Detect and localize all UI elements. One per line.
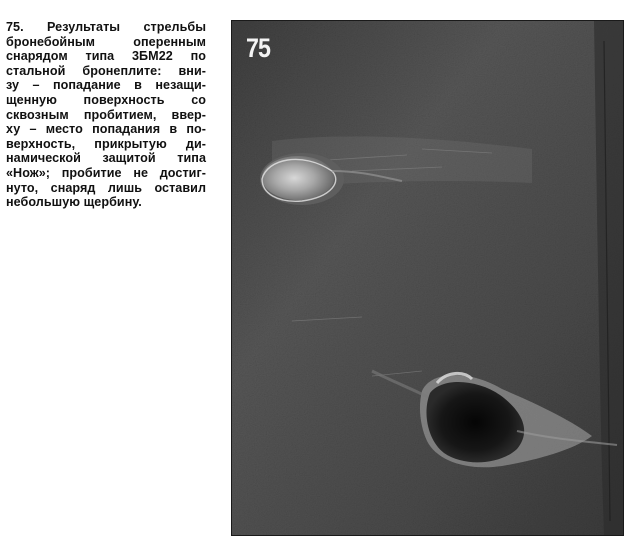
- caption-line: нуто, снаряд лишь оставил: [6, 180, 206, 195]
- figure-caption: [6, 20, 206, 210]
- caption-line: 75. Результаты стрельбы: [6, 20, 206, 34]
- armor-plate-photo: [231, 20, 624, 536]
- caption-line: сквозным пробитием, ввер-: [6, 107, 206, 122]
- caption-line: ху – место попадания в по-: [6, 122, 206, 137]
- caption-line: бронебойным оперенным: [6, 34, 206, 49]
- caption-line: «Нож»; пробитие не достиг-: [6, 165, 206, 180]
- caption-line: небольшую щербину.: [6, 195, 142, 210]
- photo-number: 75: [246, 33, 271, 63]
- caption-line: намической защитой типа: [6, 151, 206, 166]
- caption-line: стальной бронеплите: вни-: [6, 63, 206, 78]
- caption-line: снарядом типа 3БМ22 по: [6, 49, 206, 64]
- caption-line: верхность, прикрытую ди-: [6, 136, 206, 151]
- caption-line: щенную поверхность со: [6, 92, 206, 107]
- armor-plate-image: [232, 21, 623, 535]
- caption-line: зу – попадание в незащи-: [6, 78, 206, 93]
